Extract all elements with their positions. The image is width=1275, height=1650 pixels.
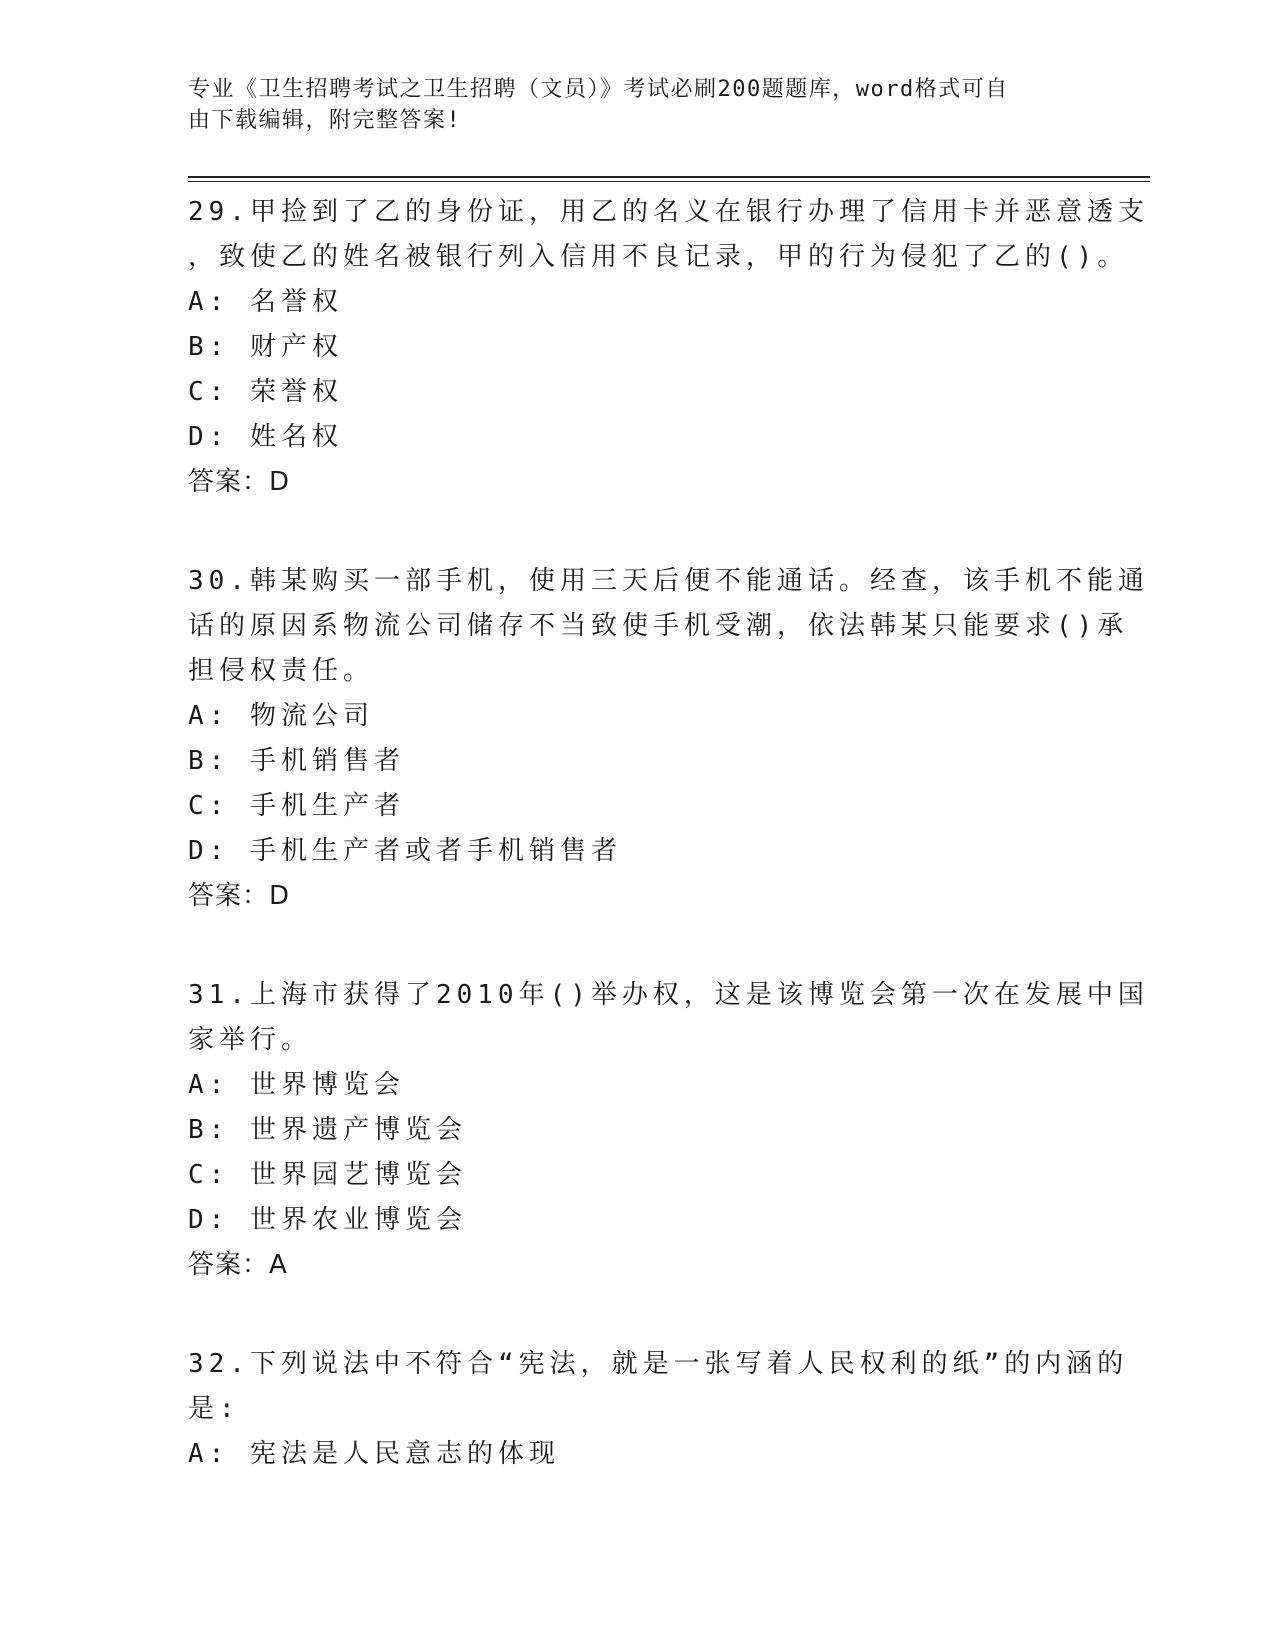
question-31-answer: 答案：A: [188, 1250, 288, 1280]
question-30-option-a: A: 物流公司: [188, 701, 374, 731]
question-29-option-b: B: 财产权: [188, 332, 343, 362]
question-30: [188, 559, 1149, 919]
question-29: [188, 190, 1149, 505]
question-31-option-d: D: 世界农业博览会: [188, 1205, 467, 1235]
question-31-option-c: C: 世界园艺博览会: [188, 1160, 467, 1190]
question-29-stem-line-2: ，致使乙的姓名被银行列入信用不良记录，甲的行为侵犯了乙的()。: [188, 242, 1129, 272]
question-spacer: [188, 505, 1088, 559]
question-list: [188, 190, 1149, 1477]
question-30-option-c: C: 手机生产者: [188, 791, 405, 821]
header-line-1: 专业《卫生招聘考试之卫生招聘（文员）》考试必刷200题题库，word格式可自: [188, 77, 1009, 102]
document-header: [188, 74, 1068, 136]
question-29-option-d: D: 姓名权: [188, 422, 343, 452]
question-32: [188, 1342, 1129, 1477]
question-31-stem-line-1: 31.上海市获得了2010年()举办权，这是该博览会第一次在发展中国: [188, 980, 1149, 1010]
question-29-option-c: C: 荣誉权: [188, 377, 343, 407]
question-31-option-a: A: 世界博览会: [188, 1070, 405, 1100]
question-31-option-b: B: 世界遗产博览会: [188, 1115, 467, 1145]
header-divider-thick: [188, 176, 1150, 178]
question-30-option-d: D: 手机生产者或者手机销售者: [188, 836, 622, 866]
question-spacer: [188, 919, 1088, 973]
question-30-answer: 答案：D: [188, 881, 291, 911]
question-31: [188, 973, 1149, 1288]
question-32-stem-line-2: 是:: [188, 1394, 240, 1424]
header-line-2: 由下载编辑，附完整答案!: [188, 108, 462, 133]
question-29-answer: 答案：D: [188, 467, 291, 497]
question-30-option-b: B: 手机销售者: [188, 746, 405, 776]
question-32-stem-line-1: 32.下列说法中不符合“宪法，就是一张写着人民权利的纸”的内涵的: [188, 1349, 1129, 1379]
question-30-stem-line-2: 话的原因系物流公司储存不当致使手机受潮，依法韩某只能要求()承: [188, 611, 1129, 641]
question-30-stem-line-1: 30.韩某购买一部手机，使用三天后便不能通话。经查，该手机不能通: [188, 566, 1149, 596]
question-spacer: [188, 1288, 1088, 1342]
question-32-option-a: A: 宪法是人民意志的体现: [188, 1439, 560, 1469]
question-29-stem-line-1: 29.甲捡到了乙的身份证，用乙的名义在银行办理了信用卡并恶意透支: [188, 197, 1149, 227]
question-31-stem-line-2: 家举行。: [188, 1025, 313, 1055]
question-29-option-a: A: 名誉权: [188, 287, 343, 317]
header-divider-thin: [188, 181, 1150, 182]
question-30-stem-line-3: 担侵权责任。: [188, 656, 375, 686]
